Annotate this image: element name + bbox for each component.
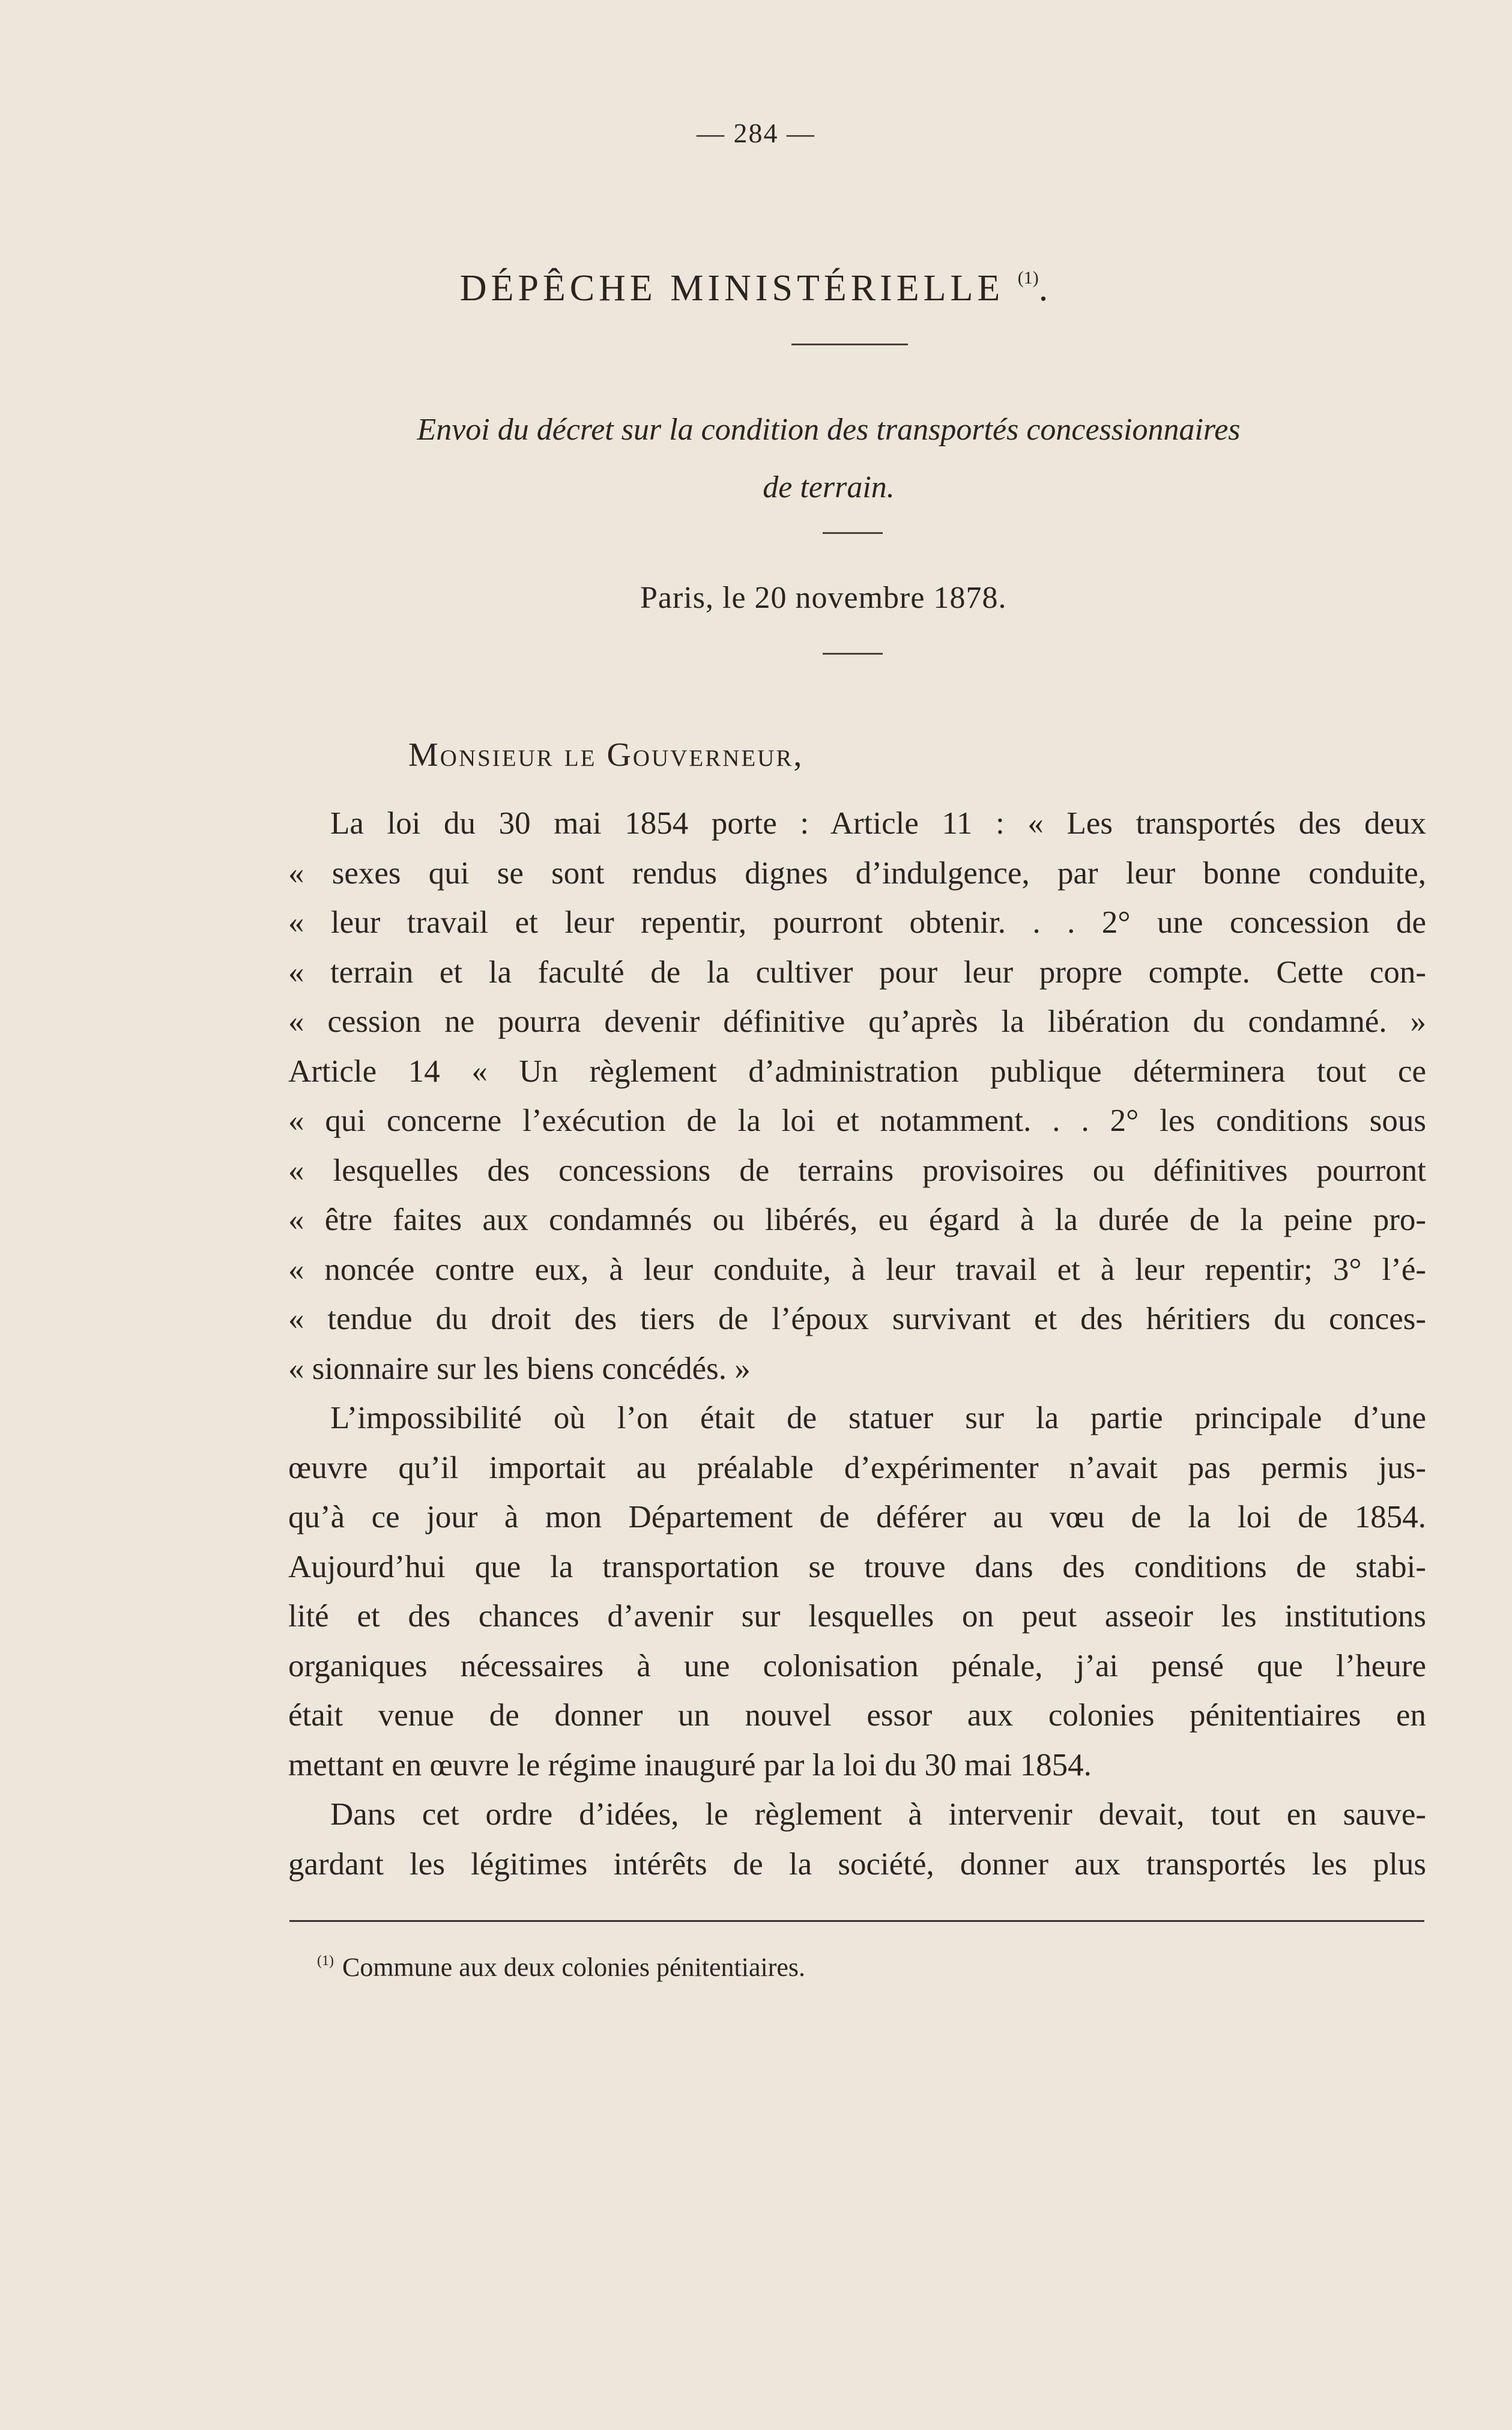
footnote (317, 1952, 805, 1983)
text-line: Article 14 « Un règlement d’administration publique déterminera tout ce (288, 1053, 1426, 1089)
salutation: Monsieur le Gouverneur, (408, 736, 804, 774)
text-line: Dans cet ordre d’idées, le règlement à intervenir devait, tout en sauve- (330, 1797, 1426, 1832)
text-line: « sexes qui se sont rendus dignes d’indulgence, par leur bonne conduite, (288, 855, 1426, 891)
text-line: « cession ne pourra devenir définitive qu’après la libération du condamné. » (288, 1004, 1426, 1039)
text-line: lité et des chances d’avenir sur lesquelles on peut asseoir les institutions (288, 1599, 1426, 1634)
dateline: Paris, le 20 novembre 1878. (640, 581, 1007, 615)
text-line: « terrain et la faculté de la cultiver pour leur propre compte. Cette con- (288, 954, 1426, 990)
text-line: « noncée contre eux, à leur conduite, à leur travail et à leur repentir; 3° l’é- (288, 1252, 1426, 1287)
footnote-marker: (1) (317, 1953, 334, 1969)
text-line: « lesquelles des concessions de terrains provisoires ou définitives pourront (288, 1153, 1426, 1188)
footnote-reference: (1) (1017, 268, 1039, 288)
text-line: gardant les légitimes intérêts de la société, donner aux transportés les plus (288, 1846, 1426, 1882)
dateline-divider (823, 653, 883, 655)
title-divider (791, 344, 908, 345)
text-line: « leur travail et leur repentir, pourront obtenir. . . 2° une concession de (288, 905, 1426, 940)
text-line: « sionnaire sur les biens concédés. » (288, 1351, 751, 1386)
subtitle-line: Envoi du décret sur la condition des transportés concessionnaires (417, 413, 1241, 447)
page-title-text: DÉPÊCHE MINISTÉRIELLE (459, 268, 1005, 309)
page-number: — 284 — (697, 118, 815, 148)
subtitle-line: de terrain. (763, 470, 895, 504)
text-line: « être faites aux condamnés ou libérés, eu égard à la durée de la peine pro- (288, 1202, 1426, 1237)
text-line: « qui concerne l’exécution de la loi et notamment. . . 2° les conditions sous (288, 1103, 1426, 1138)
text-line: mettant en œuvre le régime inauguré par la loi du 30 mai 1854. (288, 1747, 1092, 1783)
text-line: organiques nécessaires à une colonisation pénale, j’ai pensé que l’heure (288, 1648, 1426, 1683)
text-line: était venue de donner un nouvel essor aux colonies pénitentiaires en (288, 1698, 1426, 1733)
page-title: DÉPÊCHE MINISTÉRIELLE $^{(1)}$. (459, 268, 1053, 309)
text-line: œuvre qu’il importait au préalable d’expérimenter n’avait pas permis jus- (288, 1450, 1426, 1485)
text-line: qu’à ce jour à mon Département de déférer au vœu de la loi de 1854. (288, 1500, 1426, 1535)
footnote-divider (289, 1920, 1424, 1922)
footnote-text: Commune aux deux colonies pénitentiaires. (342, 1953, 806, 1982)
subtitle-divider (823, 532, 883, 534)
text-line: Aujourd’hui que la transportation se trouve dans des conditions de stabi- (288, 1549, 1426, 1584)
text-line: La loi du 30 mai 1854 porte : Article 11 : « Les transportés des deux (330, 806, 1426, 841)
subtitle (288, 401, 1369, 517)
text-line: « tendue du droit des tiers de l’époux survivant et des héritiers du conces- (288, 1301, 1426, 1336)
body-text (288, 799, 1426, 1889)
text-line: L’impossibilité où l’on était de statuer sur la partie principale d’une (330, 1401, 1426, 1435)
